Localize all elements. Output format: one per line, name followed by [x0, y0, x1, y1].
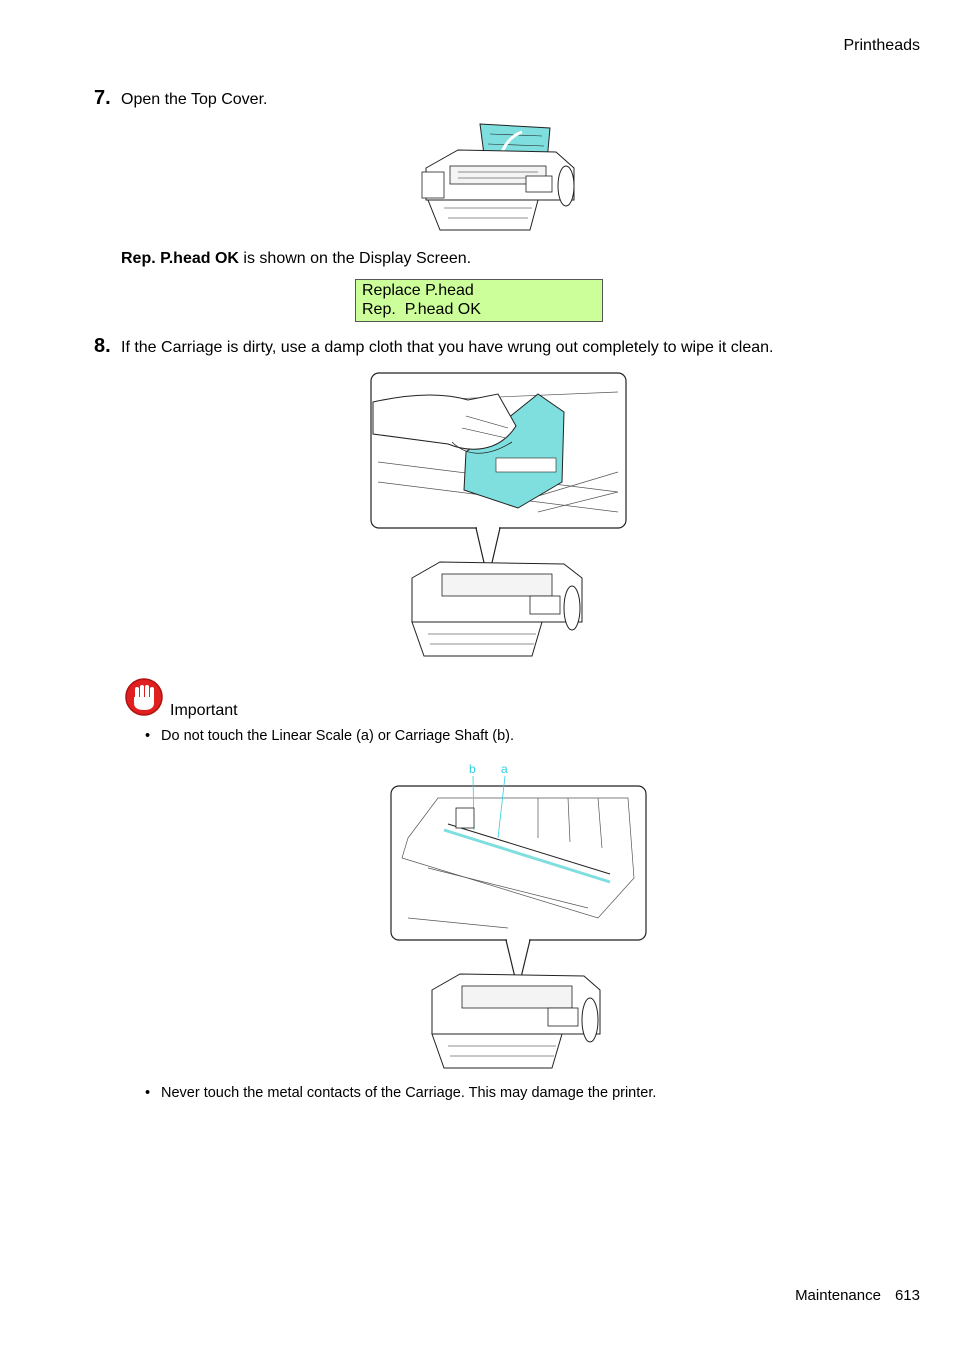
step-7-number: 7.: [94, 87, 111, 109]
page-number: 613: [894, 1287, 920, 1304]
label-a: a: [501, 762, 508, 776]
running-header: Printheads: [843, 37, 920, 54]
important-bullet-1: [145, 728, 514, 744]
footer-chapter: Maintenance: [795, 1287, 881, 1304]
important-label: Important: [170, 702, 238, 719]
display-note-bold: Rep. P.head OK: [121, 250, 239, 267]
step-8-number: 8.: [94, 335, 111, 357]
label-b: b: [469, 762, 476, 776]
display-screen: [355, 279, 603, 322]
important-bullet-2-text: Never touch the metal contacts of the Carriage. This may damage the printer.: [161, 1085, 657, 1101]
linear-scale-carriage-shaft-illustration: [388, 758, 650, 1074]
wipe-carriage-illustration: [368, 372, 630, 666]
page-footer: [795, 1287, 920, 1304]
step-8-text: If the Carriage is dirty, use a damp cloth that you have wrung out completely to wipe it clean.: [121, 339, 774, 356]
printer-open-cover-illustration: [418, 120, 580, 240]
display-note-rest: is shown on the Display Screen.: [238, 250, 472, 267]
display-line-2: Rep. P.head OK: [362, 301, 481, 318]
display-line-1: Replace P.head: [362, 282, 474, 299]
important-bullet-1-text: Do not touch the Linear Scale (a) or Carriage Shaft (b).: [161, 728, 515, 744]
bullet-dot: •: [145, 728, 151, 744]
step-7-text: Open the Top Cover.: [121, 91, 268, 108]
bullet-dot: •: [145, 1085, 151, 1101]
stop-hand-icon: [124, 677, 166, 717]
display-note: [121, 250, 471, 268]
important-bullet-2: [145, 1085, 656, 1101]
